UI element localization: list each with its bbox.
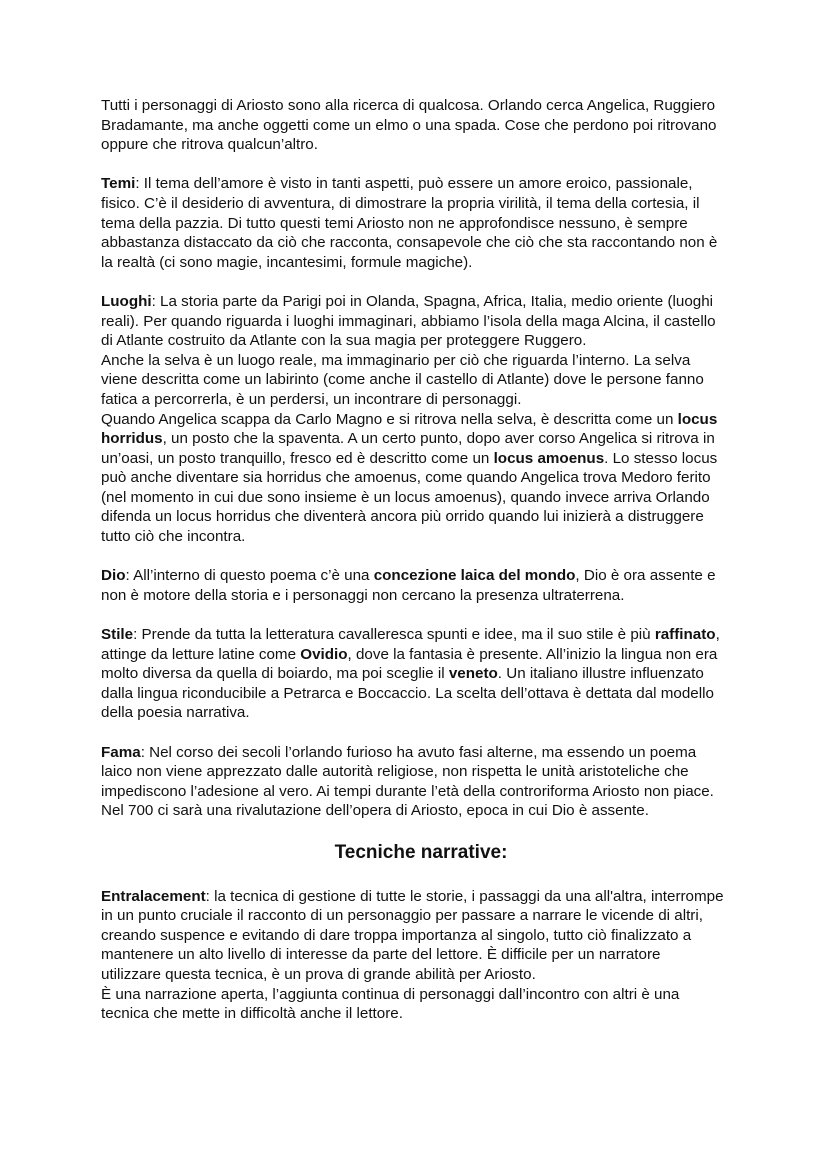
text-line: reali). Per quando riguarda i luoghi immaginari, abbiamo l’isola della maga Alcina, il castello bbox=[101, 312, 716, 330]
text-line: tema della pazzia. Di tutto questi temi Ariosto non ne approfondisce nessuno, è sempre bbox=[101, 214, 688, 232]
entralacement-paragraph bbox=[101, 887, 741, 1024]
text-line: non è motore della storia e i personaggi non cercano la presenza ultraterrena. bbox=[101, 586, 625, 604]
bold-term: locus bbox=[677, 410, 718, 428]
bold-term: raffinato bbox=[654, 626, 716, 644]
text-line bbox=[101, 743, 741, 763]
text-line: tecnica che mette in difficoltà anche il lettore. bbox=[101, 1005, 403, 1023]
text-line bbox=[101, 429, 741, 449]
text-run: . Un italiano illustre influenzato bbox=[497, 665, 704, 683]
text-run: : Il tema dell’amore è visto in tanti aspetti, può essere un amore eroico, passionale, bbox=[135, 175, 693, 193]
intro-paragraph bbox=[101, 96, 741, 155]
section-label-entralacement: Entralacement bbox=[101, 887, 206, 905]
text-run: , Dio è ora assente e bbox=[575, 567, 716, 585]
text-line: Anche la selva è un luogo reale, ma immaginario per ciò che riguarda l’interno. La selva bbox=[101, 351, 691, 369]
text-line: viene descritta come un labirinto (come anche il castello di Atlante) dove le persone fanno bbox=[101, 371, 704, 389]
text-run: : Nel corso dei secoli l’orlando furioso ha avuto fasi alterne, ma essendo un poema bbox=[140, 743, 697, 761]
bold-term: Ovidio bbox=[300, 645, 348, 663]
text-line: abbastanza distaccato da ciò che racconta, consapevole che ciò che sta raccontando non è bbox=[101, 234, 718, 252]
text-line: può anche diventare sia horridus che amoenus, come quando Angelica trova Medoro ferito bbox=[101, 469, 711, 487]
text-run: , bbox=[715, 626, 720, 644]
text-line: utilizzare questa tecnica, è un prova di grande abilità per Ariosto. bbox=[101, 965, 536, 983]
text-line bbox=[101, 449, 741, 469]
text-run: attinge da letture latine come bbox=[101, 645, 301, 663]
text-run: : Prende da tutta la letteratura cavalleresca spunti e idee, ma il suo stile è più bbox=[133, 626, 655, 644]
bold-term: locus amoenus bbox=[493, 449, 605, 467]
text-line: impediscono l’adesione al vero. Ai tempi durante l’età della controriforma Ariosto non piace. bbox=[101, 782, 714, 800]
text-line: la realtà (ci sono magie, incantesimi, formule magiche). bbox=[101, 253, 473, 271]
text-line bbox=[101, 292, 741, 312]
text-line bbox=[101, 410, 741, 430]
text-line: oppure che ritrova qualcun’altro. bbox=[101, 136, 318, 154]
luoghi-paragraph bbox=[101, 292, 741, 547]
text-line bbox=[101, 645, 741, 665]
text-line: Bradamante, ma anche oggetti come un elmo o una spada. Cose che perdono poi ritrovano bbox=[101, 116, 717, 134]
text-line: difenda un locus horridus che diventerà ancora più orrido quando lui inizierà a distruggere bbox=[101, 508, 704, 526]
bold-term: horridus bbox=[101, 430, 163, 448]
text-run: : La storia parte da Parigi poi in Olanda, Spagna, Africa, Italia, medio oriente (luoghi bbox=[151, 292, 714, 310]
text-run: , dove la fantasia è presente. All’inizio la lingua non era bbox=[347, 645, 718, 663]
section-label-fama: Fama bbox=[101, 743, 141, 761]
document-page bbox=[101, 96, 741, 1043]
text-line: in un punto cruciale il racconto di un personaggio per passare a narrare le vicende di altri, bbox=[101, 907, 703, 925]
dio-paragraph bbox=[101, 566, 741, 605]
text-line: tutto ciò che incontra. bbox=[101, 528, 246, 546]
text-run: molto diversa da quella di boiardo, ma poi sceglie il bbox=[101, 665, 449, 683]
text-run: . Lo stesso locus bbox=[604, 449, 718, 467]
bold-term: veneto bbox=[448, 665, 498, 683]
text-line: fisico. C’è il desiderio di avventura, di dimostrare la propria virilità, il tema della cortesia, il bbox=[101, 194, 700, 212]
text-run: un’oasi, un posto tranquillo, fresco ed è descritto come un bbox=[101, 449, 494, 467]
text-line: fatica a percorrerla, è un perdersi, un incontrare di personaggi. bbox=[101, 390, 522, 408]
text-line bbox=[101, 174, 741, 194]
text-line: Nel 700 ci sarà una rivalutazione dell’opera di Ariosto, epoca in cui Dio è assente. bbox=[101, 802, 649, 820]
text-line: È una narrazione aperta, l’aggiunta continua di personaggi dall’incontro con altri è una bbox=[101, 985, 680, 1003]
text-line bbox=[101, 566, 741, 586]
text-line: creando suspence e evitando di dare troppa importanza al singolo, tutto ciò finalizzato a bbox=[101, 926, 692, 944]
stile-paragraph bbox=[101, 625, 741, 723]
text-line: laico non viene apprezzato dalle autorità religiose, non rispetta le unità aristoteliche che bbox=[101, 763, 689, 781]
temi-paragraph bbox=[101, 174, 741, 272]
section-label-dio: Dio bbox=[101, 567, 126, 585]
text-line: della poesia narrativa. bbox=[101, 704, 250, 722]
bold-term: concezione laica del mondo bbox=[373, 567, 576, 585]
text-run: : All’interno di questo poema c’è una bbox=[125, 567, 374, 585]
text-line: di Atlante costruito da Atlante con la sua magia per proteggere Ruggero. bbox=[101, 332, 587, 350]
text-run: Quando Angelica scappa da Carlo Magno e si ritrova nella selva, è descritta come un bbox=[101, 410, 678, 428]
section-heading: Tecniche narrative: bbox=[334, 841, 508, 863]
text-line: mantenere un alto livello di interesse da parte del lettore. È difficile per un narratore bbox=[101, 946, 661, 964]
text-run: : la tecnica di gestione di tutte le storie, i passaggi da una all'altra, interrompe bbox=[205, 887, 724, 905]
section-label-temi: Temi bbox=[101, 175, 136, 193]
text-line bbox=[101, 625, 741, 645]
text-line: (nel momento in cui due sono insieme è un locus amoenus), quando invece arriva Orlando bbox=[101, 488, 710, 506]
text-line: dalla lingua riconducibile a Petrarca e Boccaccio. La scelta dell’ottava è dettata dal modello bbox=[101, 684, 714, 702]
section-label-luoghi: Luoghi bbox=[101, 292, 152, 310]
section-label-stile: Stile bbox=[101, 626, 134, 644]
text-line: Tutti i personaggi di Ariosto sono alla ricerca di qualcosa. Orlando cerca Angelica, Ruggiero bbox=[101, 97, 716, 114]
fama-paragraph bbox=[101, 743, 741, 821]
text-line bbox=[101, 887, 741, 907]
text-run: , un posto che la spaventa. A un certo punto, dopo aver corso Angelica si ritrova in bbox=[162, 430, 715, 448]
text-line bbox=[101, 664, 741, 684]
